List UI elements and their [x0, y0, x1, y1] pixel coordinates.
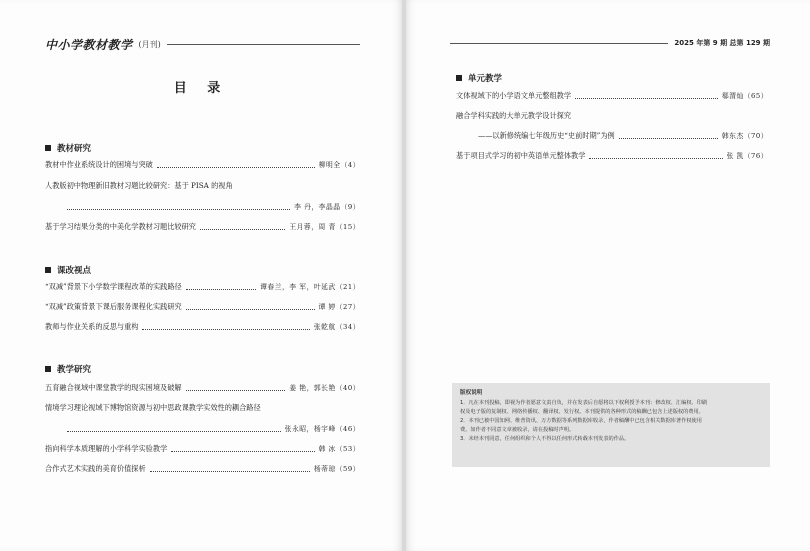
- copyright-notice-line: 费。如作者不同意文章被收录，请在投稿时声明。: [460, 427, 575, 433]
- left-page: [0, 0, 402, 551]
- copyright-notice-line: 1．凡在本刊投稿，即视为作者愿意文责自负，并在发表后自愿将以下权利授予本刊：修改权、汇编权、印刷: [460, 400, 708, 406]
- copyright-notice-title: 版权说明: [460, 390, 483, 396]
- header-rule: [167, 44, 360, 45]
- toc-entry[interactable]: 情境学习理论视域下博物馆资源与初中思政课教学实效性的耦合路径: [45, 403, 261, 412]
- toc-entry[interactable]: 基于项目式学习的初中英语单元整体教学 张 凯（76）: [456, 151, 768, 160]
- toc-title: 目 录: [173, 81, 229, 96]
- copyright-notice: [452, 383, 770, 467]
- toc-entry[interactable]: 文体视域下的小学语文单元整组教学 郗渭灿（65）: [456, 91, 768, 100]
- leader-dots: [171, 451, 314, 452]
- issue-number: 2025 年第 9 期 总第 129 期: [674, 39, 770, 47]
- toc-entry[interactable]: 五育融合视域中课堂教学的现实困境及破解 姜 艳，郭长艳（40）: [45, 383, 360, 392]
- toc-entry-continued[interactable]: 张永昭，杨宇峰（46）: [45, 424, 360, 434]
- toc-entry[interactable]: 指向科学本质理解的小学科学实验教学 韩 冰（53）: [45, 444, 360, 453]
- square-bullet-icon: [45, 366, 51, 372]
- toc-entry[interactable]: 合作式艺术实践的美育价值探析 杨蒂琼（59）: [45, 464, 360, 473]
- section-heading-teaching-research: 教学研究: [45, 363, 91, 375]
- leader-dots: [150, 471, 310, 472]
- leader-dots: [186, 289, 256, 290]
- copyright-notice-line: 3．未经本刊同意，任何组织和个人不得以任何形式转载本刊发表的作品。: [460, 436, 630, 442]
- square-bullet-icon: [45, 267, 51, 273]
- toc-entry-subtitle[interactable]: ——以新修统编七年级历史“史前时期”为例 韩东杰（70）: [478, 131, 768, 140]
- square-bullet-icon: [456, 75, 462, 81]
- toc-entry[interactable]: “双减”政策背景下课后服务课程化实践研究 谭 婷（27）: [45, 302, 360, 311]
- copyright-notice-line: 权及电子版的复制权、网络传播权、翻译权、发行权。本刊提供的各种形式的稿酬已包含上述版权的费用。: [460, 409, 704, 415]
- square-bullet-icon: [45, 145, 51, 151]
- leader-dots: [589, 158, 722, 159]
- leader-dots: [142, 329, 309, 330]
- toc-entry[interactable]: 教材中作业系统设计的困境与突破 柳明全（4）: [45, 160, 360, 169]
- issue-header: [450, 38, 770, 48]
- copyright-notice-line: 2．本刊已被中国知网、维普资讯、万方数据等系列数据库收录，作者稿酬中已包含相关数据库著作权使用: [460, 418, 702, 424]
- journal-frequency: (月刊): [138, 40, 161, 49]
- leader-dots: [157, 167, 315, 168]
- leader-dots: [67, 209, 290, 210]
- toc-entry[interactable]: 基于学习结果分类的中美化学教材习题比较研究 王月蓉，周 青（15）: [45, 222, 360, 231]
- leader-dots: [186, 309, 315, 310]
- section-heading-textbook-research: 教材研究: [45, 142, 91, 154]
- toc-entry[interactable]: “双减”背景下小学数学课程改革的实践路径 谭春兰，李 军，叶延武（21）: [45, 282, 360, 291]
- journal-header: [45, 36, 360, 53]
- toc-entry-continued[interactable]: 李 丹，李晶晶（9）: [45, 202, 360, 212]
- leader-dots: [200, 229, 285, 230]
- leader-dots: [186, 390, 286, 391]
- toc-entry[interactable]: 人教版初中物理新旧教材习题比较研究：基于 PISA 的视角: [45, 181, 233, 190]
- section-heading-reform-perspective: 课改视点: [45, 264, 91, 276]
- toc-entry[interactable]: 融合学科实践的大单元教学设计探究: [456, 111, 572, 120]
- leader-dots: [67, 431, 281, 432]
- header-rule: [450, 43, 668, 44]
- journal-logo: 中小学教材教学: [45, 38, 133, 52]
- toc-entry[interactable]: 教师与作业关系的反思与重构 张乾航（34）: [45, 322, 360, 331]
- section-heading-unit-teaching: 单元教学: [456, 72, 502, 84]
- leader-dots: [575, 98, 718, 99]
- leader-dots: [619, 138, 718, 139]
